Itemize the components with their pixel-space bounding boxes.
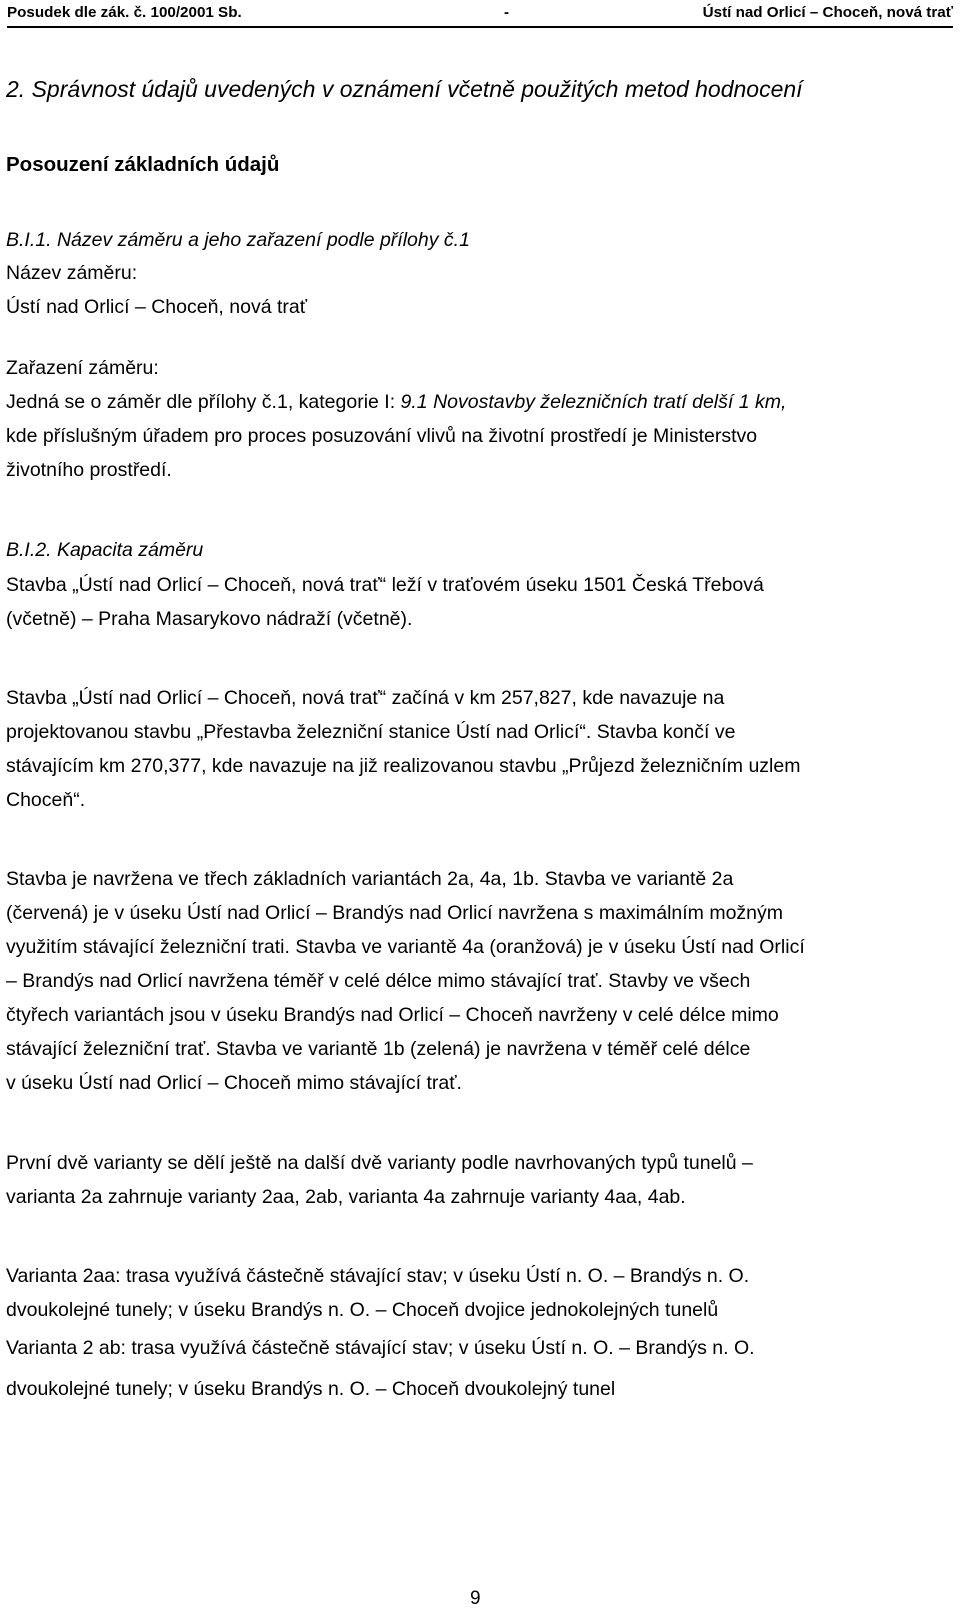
b12-heading: B.I.2. Kapacita záměru xyxy=(6,539,204,561)
project-name-value: Ústí nad Orlicí – Choceň, nová trať xyxy=(6,296,308,318)
paragraph-line: Choceň“. xyxy=(6,789,86,811)
paragraph-line: dvoukolejné tunely; v úseku Brandýs n. O. – Choceň dvoukolejný tunel xyxy=(6,1378,616,1400)
header-separator: - xyxy=(504,4,510,21)
classification-line-2: kde příslušným úřadem pro proces posuzování vlivů na životní prostředí je Ministerstvo xyxy=(6,425,758,447)
b11-heading: B.I.1. Název záměru a jeho zařazení podle přílohy č.1 xyxy=(6,229,470,251)
paragraph-line: – Brandýs nad Orlicí navržena téměř v celé délce mimo stávající trať. Stavby ve všech xyxy=(6,970,751,992)
page-number: 9 xyxy=(470,1588,481,1609)
paragraph-line: Stavba „Ústí nad Orlicí – Choceň, nová trať“ začíná v km 257,827, kde navazuje na xyxy=(6,687,725,709)
paragraph-line: v úseku Ústí nad Orlicí – Choceň mimo stávající trať. xyxy=(6,1072,462,1094)
header-project-name: Ústí nad Orlicí – Choceň, nová trať xyxy=(702,4,953,21)
paragraph-line: čtyřech variantách jsou v úseku Brandýs nad Orlicí – Choceň navrženy v celé délce mimo xyxy=(6,1004,779,1026)
paragraph-line: stávající železniční trať. Stavba ve variantě 1b (zelená) je navržena v téměř celé délce xyxy=(6,1038,751,1060)
classification-category: 9.1 Novostavby železničních tratí delší 1 km, xyxy=(400,391,787,413)
paragraph-line: První dvě varianty se dělí ještě na další dvě varianty podle navrhovaných typů tunelů – xyxy=(6,1152,753,1174)
paragraph-line: Varianta 2aa: trasa využívá částečně stávající stav; v úseku Ústí n. O. – Brandýs n. O. xyxy=(6,1265,750,1287)
header-document-ref: Posudek dle zák. č. 100/2001 Sb. xyxy=(7,4,242,21)
classification-line-3: životního prostředí. xyxy=(6,459,172,481)
paragraph-line: Stavba je navržena ve třech základních variantách 2a, 4a, 1b. Stavba ve variantě 2a xyxy=(6,868,734,890)
project-name-label: Název záměru: xyxy=(6,262,138,284)
paragraph-line: projektovanou stavbu „Přestavba železniční stanice Ústí nad Orlicí“. Stavba končí ve xyxy=(6,721,736,743)
paragraph-line: Stavba „Ústí nad Orlicí – Choceň, nová trať“ leží v traťovém úseku 1501 Česká Třebová xyxy=(6,574,764,596)
page-header xyxy=(7,4,953,28)
paragraph-line: Varianta 2 ab: trasa využívá částečně stávající stav; v úseku Ústí n. O. – Brandýs n. O. xyxy=(6,1337,755,1359)
classification-line-1 xyxy=(6,390,786,414)
classification-prefix: Jedná se o záměr dle přílohy č.1, kategorie I: xyxy=(6,391,401,413)
paragraph-line: varianta 2a zahrnuje varianty 2aa, 2ab, varianta 4a zahrnuje varianty 4aa, 4ab. xyxy=(6,1186,686,1208)
section-title: 2. Správnost údajů uvedených v oznámení včetně použitých metod hodnocení xyxy=(6,76,803,102)
classification-label: Zařazení záměru: xyxy=(6,357,159,379)
paragraph-line: (včetně) – Praha Masarykovo nádraží (včetně). xyxy=(6,608,413,630)
paragraph-line: (červená) je v úseku Ústí nad Orlicí – Brandýs nad Orlicí navržena s maximálním možným xyxy=(6,902,784,924)
subsection-title: Posouzení základních údajů xyxy=(6,153,280,176)
paragraph-line: využitím stávající železniční trati. Stavba ve variantě 4a (oranžová) je v úseku Ústí nad Orlicí xyxy=(6,936,805,958)
paragraph-line: stávajícím km 270,377, kde navazuje na již realizovanou stavbu „Průjezd železničním uzlem xyxy=(6,755,801,777)
paragraph-line: dvoukolejné tunely; v úseku Brandýs n. O. – Choceň dvojice jednokolejných tunelů xyxy=(6,1299,719,1321)
